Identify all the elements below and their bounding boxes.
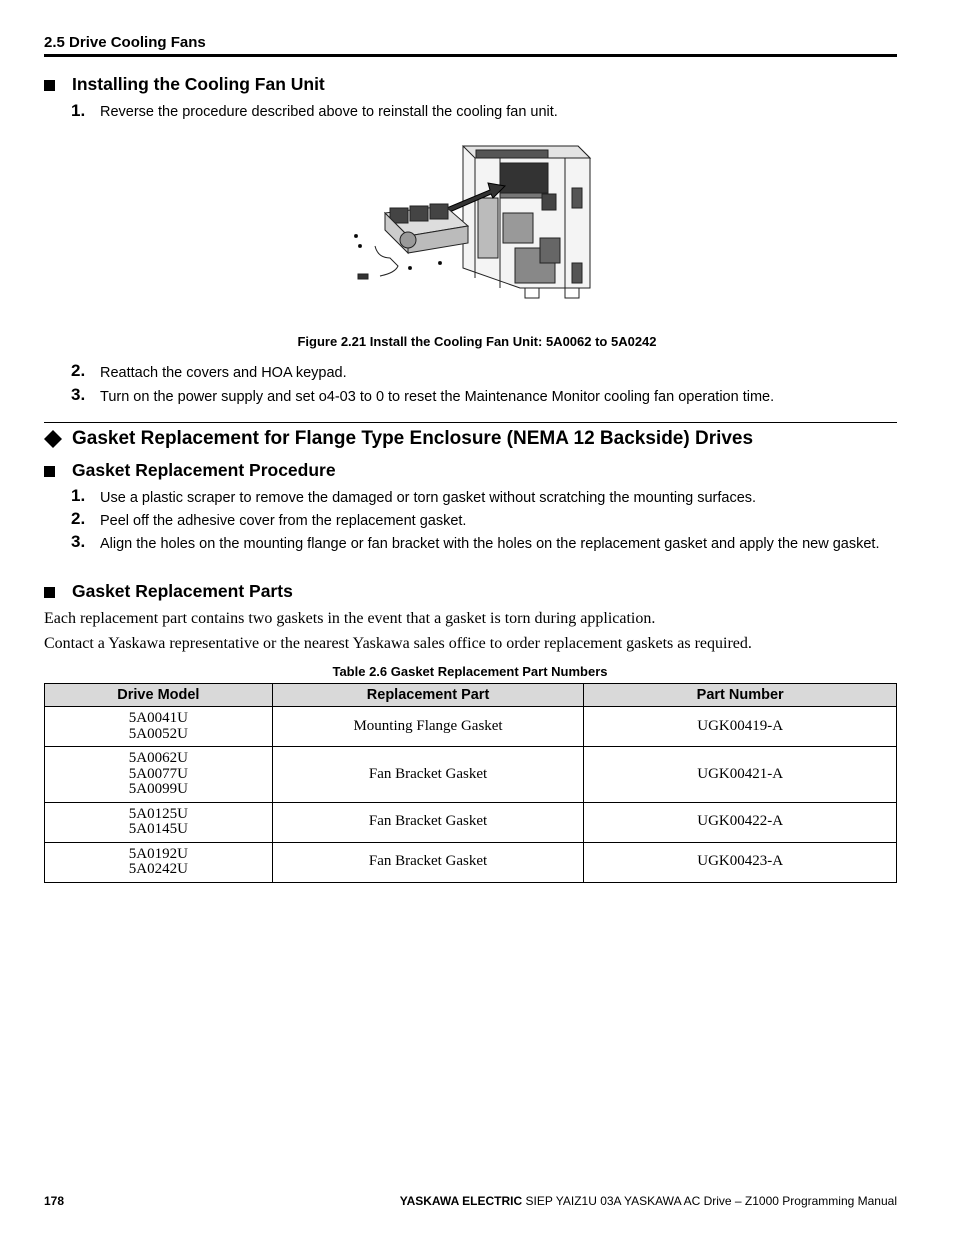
procedure-step-3-num: 3. <box>71 532 86 551</box>
gasket-parts-table <box>44 683 897 883</box>
table-row <box>45 802 897 842</box>
gasket-heading-text: Gasket Replacement for Flange Type Enclosure (NEMA 12 Backside) Drives <box>72 428 754 449</box>
drive-model: 5A0052U <box>128 725 188 742</box>
part-number-cell: UGK00423-A <box>584 842 897 882</box>
procedure-step-3-text: Align the holes on the mounting flange or fan bracket with the holes on the replacement gasket and apply the new gasket. <box>100 536 880 552</box>
footer-brand: YASKAWA ELECTRIC <box>399 1194 523 1208</box>
drive-model-cell <box>45 707 273 747</box>
section-header: 2.5 Drive Cooling Fans <box>44 34 206 51</box>
procedure-step-1-num: 1. <box>71 486 86 505</box>
drive-model: 5A0041U <box>128 710 188 726</box>
parts-heading <box>44 581 293 602</box>
column-header-replacement-part: Replacement Part <box>272 684 584 707</box>
square-bullet-icon <box>44 80 55 91</box>
square-bullet-icon <box>44 466 55 477</box>
drive-model-cell <box>45 802 273 842</box>
replacement-part-cell: Fan Bracket Gasket <box>272 802 584 842</box>
part-number-cell: UGK00422-A <box>584 802 897 842</box>
parts-paragraph-1: Each replacement part contains two gaskets in the event that a gasket is torn during application. <box>44 610 656 627</box>
table-row <box>45 842 897 882</box>
drive-model-cell <box>45 842 273 882</box>
procedure-step-1-text: Use a plastic scraper to remove the damaged or torn gasket without scratching the mounting surfaces. <box>100 490 757 506</box>
install-heading <box>44 74 325 95</box>
header-rule <box>44 54 897 57</box>
parts-heading-text: Gasket Replacement Parts <box>72 581 293 601</box>
install-step-3-text: Turn on the power supply and set o4-03 to 0 to reset the Maintenance Monitor cooling fan operation time. <box>100 389 775 405</box>
drive-model: 5A0077U <box>128 765 188 782</box>
gasket-heading <box>44 428 753 450</box>
procedure-heading-text: Gasket Replacement Procedure <box>72 460 336 480</box>
table-header-row <box>45 684 897 707</box>
square-bullet-icon <box>44 587 55 598</box>
drive-model: 5A0145U <box>128 821 188 837</box>
table-caption: Table 2.6 Gasket Replacement Part Numbers <box>332 664 608 679</box>
section-divider <box>44 422 897 423</box>
column-header-drive-model: Drive Model <box>45 684 273 707</box>
replacement-part-cell: Fan Bracket Gasket <box>272 842 584 882</box>
install-step-1-num: 1. <box>71 101 86 120</box>
drive-model: 5A0062U <box>128 750 188 766</box>
procedure-step-2-text: Peel off the adhesive cover from the replacement gasket. <box>100 513 467 529</box>
install-step-3-num: 3. <box>71 385 86 404</box>
drive-model: 5A0099U <box>128 781 188 797</box>
drive-model-cell <box>45 747 273 803</box>
figure-caption: Figure 2.21 Install the Cooling Fan Unit: 5A0062 to 5A0242 <box>297 334 657 349</box>
table-row <box>45 747 897 803</box>
footer-doc: SIEP YAIZ1U 03A YASKAWA AC Drive – Z1000 Programming Manual <box>522 1194 897 1208</box>
diamond-bullet-icon <box>44 430 62 448</box>
install-heading-text: Installing the Cooling Fan Unit <box>72 74 325 94</box>
part-number-cell: UGK00419-A <box>584 707 897 747</box>
install-step-2-text: Reattach the covers and HOA keypad. <box>100 365 347 381</box>
replacement-part-cell: Mounting Flange Gasket <box>272 707 584 747</box>
parts-paragraph-2: Contact a Yaskawa representative or the nearest Yaskawa sales office to order replacement gaskets as required. <box>44 635 752 652</box>
install-step-2-num: 2. <box>71 361 86 380</box>
cooling-fan-install-figure <box>350 118 600 318</box>
column-header-part-number: Part Number <box>584 684 897 707</box>
drive-model: 5A0192U <box>128 845 188 862</box>
procedure-heading <box>44 460 336 481</box>
install-step-1-text: Reverse the procedure described above to reinstall the cooling fan unit. <box>100 104 558 120</box>
table-row <box>45 707 897 747</box>
drive-model: 5A0125U <box>128 805 188 822</box>
page-number: 178 <box>44 1194 65 1208</box>
footer-document-title <box>400 1194 897 1208</box>
part-number-cell: UGK00421-A <box>584 747 897 803</box>
replacement-part-cell: Fan Bracket Gasket <box>272 747 584 803</box>
procedure-step-2-num: 2. <box>71 509 86 528</box>
drive-model: 5A0242U <box>128 861 188 877</box>
